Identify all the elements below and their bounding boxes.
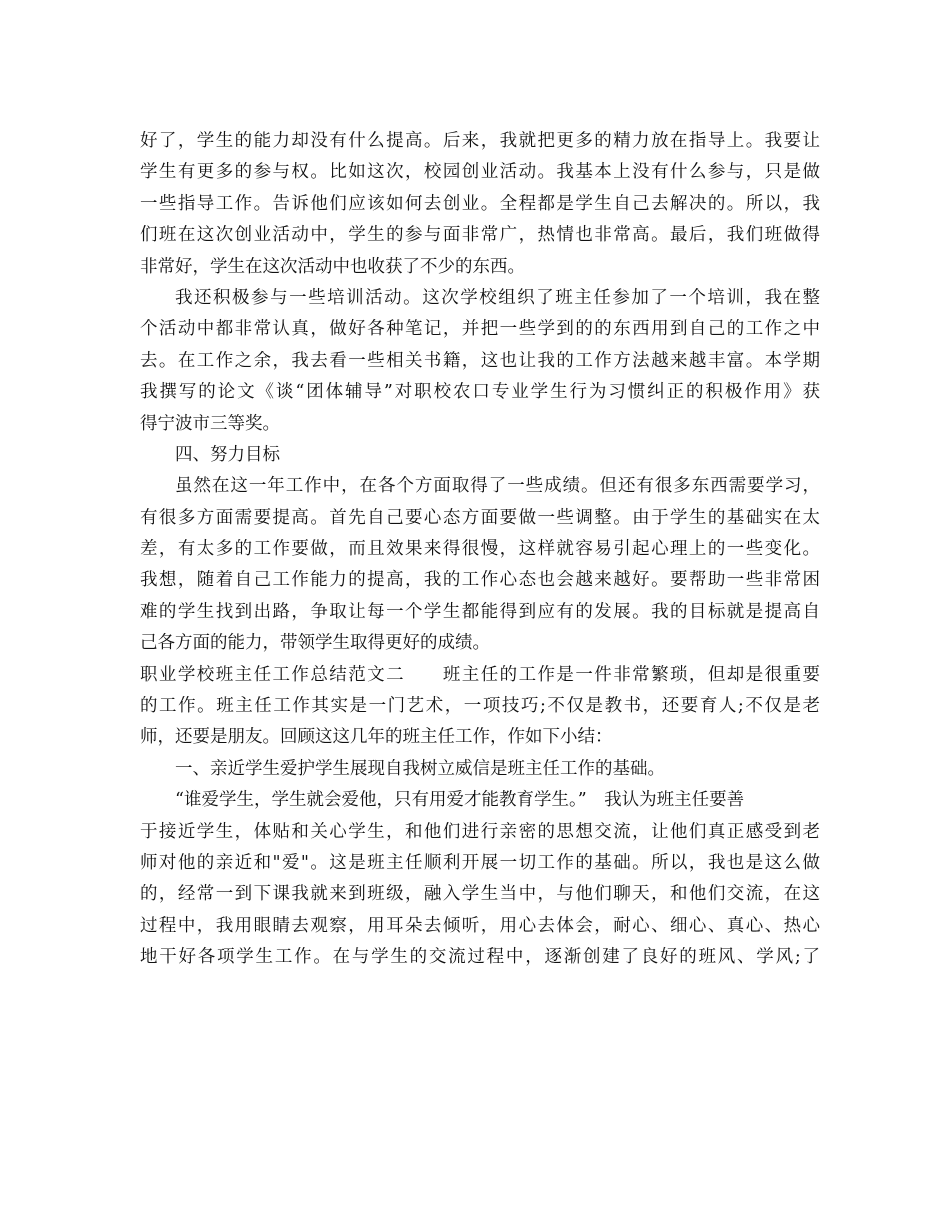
text-line: 有很多方面需要提高。首先自己要心态方面要做一些调整。由于学生的基础实在太: [140, 507, 820, 528]
text-line: 好了，学生的能力却没有什么提高。后来，我就把更多的精力放在指导上。我要让: [140, 131, 820, 151]
text-line: 过程中，我用眼睛去观察，用耳朵去倾听，用心去体会，耐心、细心、真心、热心: [140, 915, 820, 936]
text-line: 地干好各项学生工作。在与学生的交流过程中，逐渐创建了良好的班风、学风;了: [140, 947, 820, 968]
text-line: 己各方面的能力，带领学生取得更好的成绩。: [140, 633, 490, 654]
quote-line: “谁爱学生，学生就会爱他，只有用爱才能教育学生。” 我认为班主任要善: [175, 790, 745, 811]
text-line: 我撰写的论文《谈“团体辅导”对职校农口专业学生行为习惯纠正的积极作用》获: [140, 382, 820, 403]
section-heading: 一、亲近学生爱护学生展现自我树立威信是班主任工作的基础。: [175, 758, 665, 779]
text-line: 师对他的亲近和"爱"。这是班主任顺利开展一切工作的基础。所以，我也是这么做: [140, 852, 820, 873]
text-line: 一些指导工作。告诉他们应该如何去创业。全程都是学生自己去解决的。所以，我: [140, 193, 820, 214]
text-line: 我想，随着自己工作能力的提高，我的工作心态也会越来越好。要帮助一些非常困: [140, 570, 820, 591]
text-line: 个活动中都非常认真，做好各种笔记，并把一些学到的的东西用到自己的工作之中: [140, 319, 820, 340]
text-line: 得宁波市三等奖。: [140, 413, 280, 434]
paragraph-start-line: 虽然在这一年工作中，在各个方面取得了一些成绩。但还有很多东西需要学习，: [175, 476, 820, 497]
text-line: 非常好，学生在这次活动中也收获了不少的东西。: [140, 256, 525, 277]
text-line: 的，经常一到下课我就来到班级，融入学生当中，与他们聊天，和他们交流，在这: [140, 884, 820, 905]
text-line: 差，有太多的工作要做，而且效果来得很慢，这样就容易引起心理上的一些变化。: [140, 539, 820, 560]
text-line: 们班在这次创业活动中，学生的参与面非常广，热情也非常高。最后，我们班做得: [140, 225, 820, 246]
text-line: 难的学生找到出路，争取让每一个学生都能得到应有的发展。我的目标就是提高自: [140, 601, 820, 622]
text-line: 于接近学生，体贴和关心学生，和他们进行亲密的思想交流，让他们真正感受到老: [140, 821, 820, 842]
document-body: [140, 126, 820, 974]
text-line: 师，还要是朋友。回顾这这几年的班主任工作，作如下小结：: [140, 727, 613, 748]
text-line: 去。在工作之余，我去看一些相关书籍，这也让我的工作方法越来越丰富。本学期: [140, 350, 820, 371]
text-line: 学生有更多的参与权。比如这次，校园创业活动。我基本上没有什么参与，只是做: [140, 162, 820, 183]
section-heading: 四、努力目标: [175, 444, 280, 465]
text-line: 的工作。班主任工作其实是一门艺术，一项技巧;不仅是教书，还要育人;不仅是老: [140, 696, 820, 717]
paragraph-start-line: 我还积极参与一些培训活动。这次学校组织了班主任参加了一个培训，我在整: [175, 287, 820, 308]
article-title-line: 职业学校班主任工作总结范文二 班主任的工作是一件非常繁琐，但却是很重要: [140, 664, 820, 685]
